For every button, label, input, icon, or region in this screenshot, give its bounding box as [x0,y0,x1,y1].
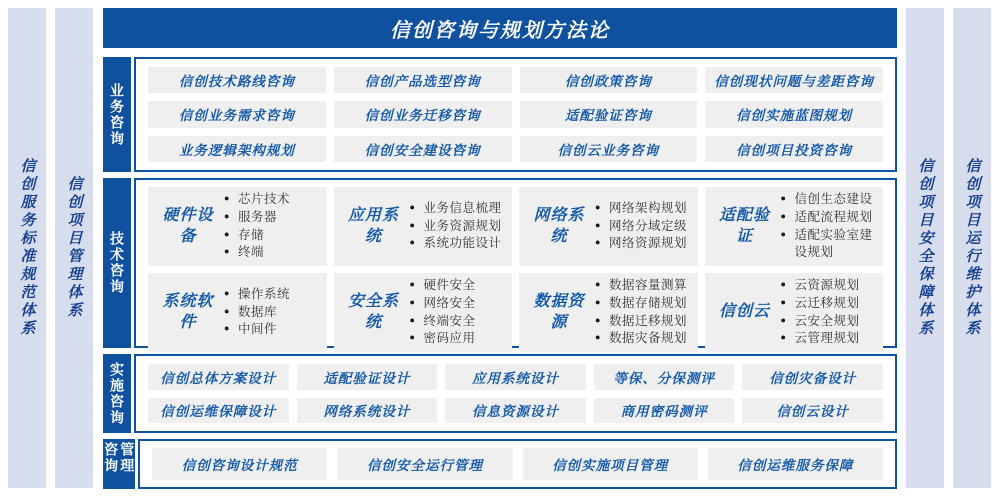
section-content-management [138,439,897,489]
card-item: ● 服务器 [224,209,319,227]
card-items [781,277,876,348]
card-items [410,200,505,253]
card-items [595,200,690,253]
side-bar-label: 信创项目管理体系 [65,176,83,320]
card-items [595,277,690,348]
diagram-item: 信创项目投资咨询 [705,136,883,162]
card-item: ● 信创生态建设 [781,191,876,209]
card-title: 数据资源 [533,292,585,331]
card-item: ● 云管理规划 [781,330,876,348]
diagram-item: 信创云设计 [742,398,883,424]
card-item: ● 适配流程规划 [781,209,876,227]
card-item: ● 网络资源规划 [595,235,690,253]
card-item: ● 操作系统 [224,286,319,304]
diagram-item: 信创技术路线咨询 [148,67,326,93]
section-content-business [134,57,897,172]
diagram-item: 信创业务迁移咨询 [334,101,512,127]
diagram-item: 商用密码测评 [594,398,735,424]
card-item: ● 存储 [224,227,319,245]
side-bar-project-management [55,8,93,488]
card-data-resources [519,273,698,352]
card-application-system [334,187,513,266]
card-item: ● 业务信息梳理 [410,200,505,218]
card-security-system [334,273,513,352]
section-technical-consulting [103,178,897,348]
card-item: ● 适配实验室建设规划 [781,227,876,263]
side-bar-label: 信创服务标准规范体系 [18,158,36,338]
section-implementation-consulting [103,354,897,433]
card-item: ● 终端 [224,244,319,262]
section-label-text: 咨询管理 [103,442,136,474]
card-items [224,191,319,262]
card-item: ● 数据库 [224,304,319,322]
section-label-management [103,439,135,489]
section-label-business [103,57,131,172]
card-title: 适配验证 [718,206,770,245]
section-business-consulting [103,57,897,172]
card-title: 应用系统 [347,206,399,245]
section-label-text: 实施咨询 [109,361,126,426]
diagram-item: 信创产品选型咨询 [334,67,512,93]
card-title: 安全系统 [347,292,399,331]
card-item: ● 硬件安全 [410,277,505,295]
section-label-text: 技术咨询 [109,231,126,295]
card-item: ● 业务资源规划 [410,218,505,236]
card-item: ● 系统功能设计 [410,235,505,253]
diagram-item: 信创安全建设咨询 [334,136,512,162]
section-content-technical [134,178,897,348]
card-title: 网络系统 [533,206,585,245]
card-item: ● 云迁移规划 [781,295,876,313]
diagram-item: 适配验证咨询 [520,101,698,127]
side-bar-label: 信创项目运行维护体系 [963,158,981,338]
card-adaptation-verification [705,187,884,266]
card-item: ● 终端安全 [410,313,505,331]
side-bar-security-assurance [906,8,944,488]
diagram-item: 网络系统设计 [297,398,438,424]
section-content-implementation [134,354,897,433]
card-title: 硬件设备 [162,206,214,245]
card-items [410,277,505,348]
card-network-system [519,187,698,266]
diagram-item: 信创实施项目管理 [523,448,698,480]
card-item: ● 中间件 [224,321,319,339]
diagram-item: 信息资源设计 [445,398,586,424]
card-xinchuang-cloud [705,273,884,352]
diagram-item: 信创总体方案设计 [148,364,289,390]
diagram-item: 等保、分保测评 [594,364,735,390]
card-item: ● 网络安全 [410,295,505,313]
card-system-software [148,273,327,352]
main-content [103,8,897,489]
side-bar-label: 信创项目安全保障体系 [916,158,934,338]
diagram-item: 信创灾备设计 [742,364,883,390]
card-item: ● 云安全规划 [781,313,876,331]
section-label-text: 业务咨询 [109,82,126,147]
card-item: ● 数据容量测算 [595,277,690,295]
card-items [224,286,319,339]
diagram-item: 信创云业务咨询 [520,136,698,162]
side-bar-service-standard [8,8,46,488]
card-item: ● 网络架构规划 [595,200,690,218]
card-item: ● 数据迁移规划 [595,313,690,331]
card-title: 系统软件 [162,292,214,331]
card-item: ● 密码应用 [410,330,505,348]
diagram-item: 业务逻辑架构规划 [148,136,326,162]
diagram-item: 信创现状问题与差距咨询 [705,67,883,93]
diagram-item: 信创政策咨询 [520,67,698,93]
card-item: ● 网络分域定级 [595,218,690,236]
diagram-item: 信创安全运行管理 [337,448,512,480]
card-item: ● 数据存储规划 [595,295,690,313]
card-items [781,191,876,262]
diagram-item: 信创运维服务保障 [708,448,883,480]
diagram-title: 信创咨询与规划方法论 [103,8,897,48]
card-item: ● 芯片技术 [224,191,319,209]
section-label-implementation [103,354,131,433]
diagram-item: 应用系统设计 [445,364,586,390]
diagram-item: 信创业务需求咨询 [148,101,326,127]
card-hardware [148,187,327,266]
section-label-technical [103,178,131,348]
card-item: ● 云资源规划 [781,277,876,295]
card-item: ● 数据灾备规划 [595,330,690,348]
diagram-item: 适配验证设计 [297,364,438,390]
diagram-item: 信创实施蓝图规划 [705,101,883,127]
side-bar-operation-maintenance [953,8,991,488]
section-consulting-management [103,439,897,489]
diagram-item: 信创运维保障设计 [148,398,289,424]
card-title: 信创云 [718,303,770,321]
diagram-item: 信创咨询设计规范 [152,448,327,480]
